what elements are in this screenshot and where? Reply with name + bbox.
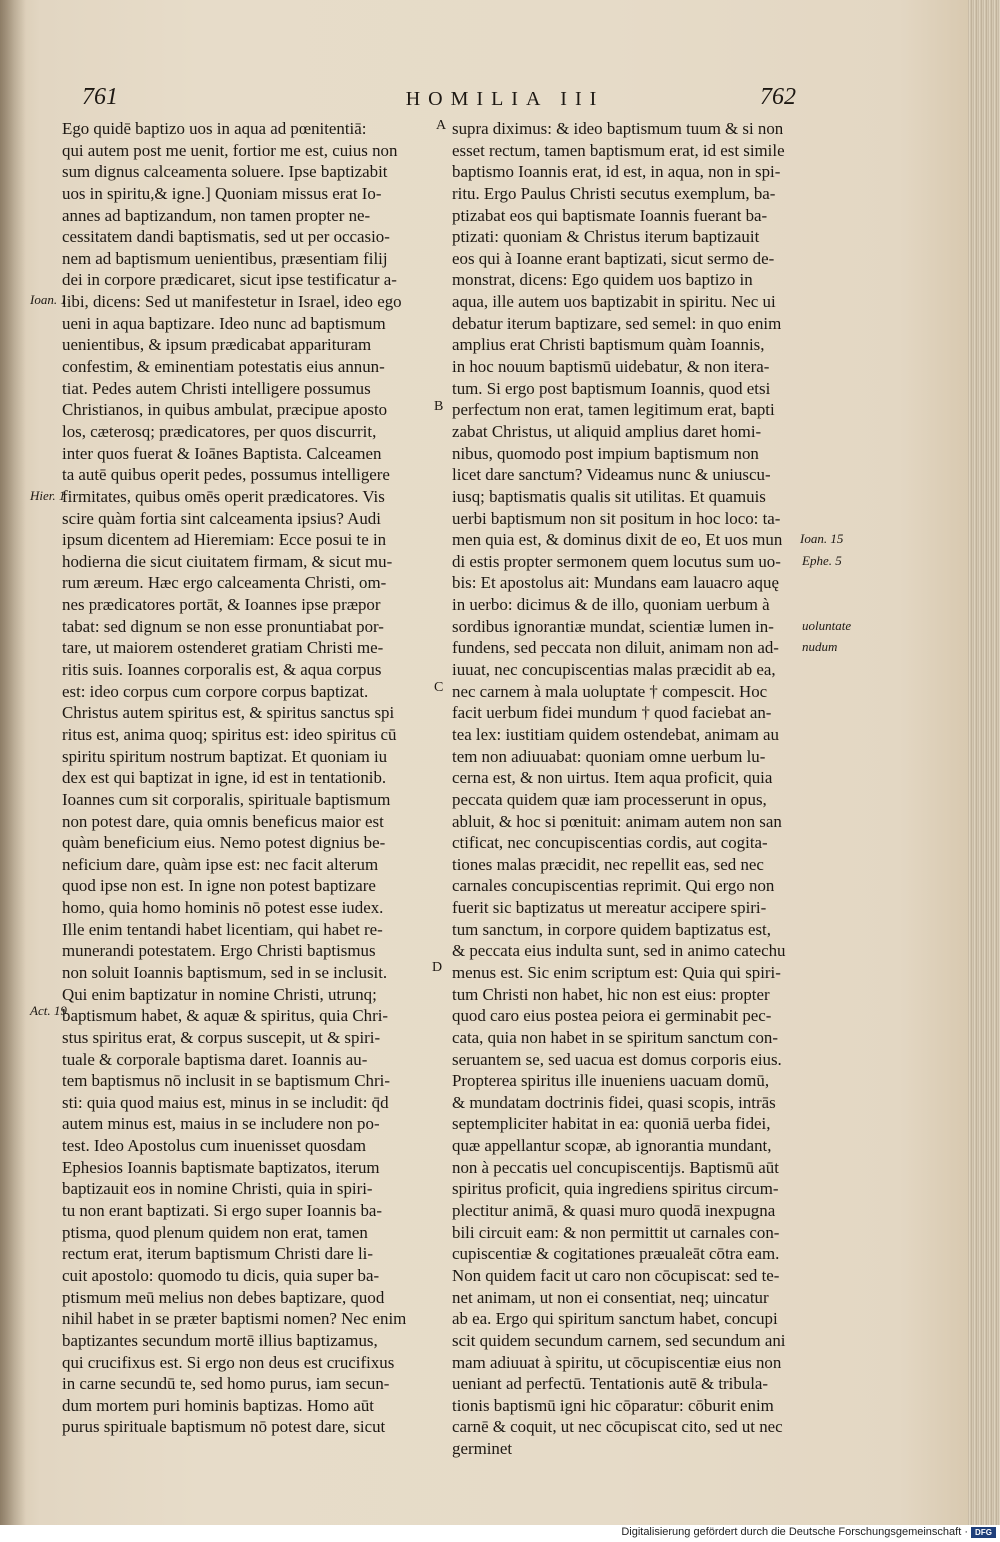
text-line: tabat: sed dignum se non esse pronuntiabat por- bbox=[62, 616, 384, 636]
text-line: tare, ut maiorem ostenderet gratiam Christi me- bbox=[62, 638, 384, 658]
text-line: monstrat, dicens: Ego quidem uos baptizo in bbox=[452, 270, 753, 290]
text-line: stus spiritus erat, & corpus suscepit, ut & spiri- bbox=[62, 1027, 381, 1047]
text-line: fundens, sed peccata non diluit, animam non ad- bbox=[452, 638, 779, 658]
gutter-shadow bbox=[0, 0, 26, 1525]
margin-note-hier1: Hier. 1 bbox=[30, 488, 66, 503]
left-text-column bbox=[62, 118, 443, 1438]
text-line: quàm beneficium eius. Nemo potest dignius be- bbox=[62, 833, 386, 853]
text-line: neficium dare, quàm ipse est: nec facit alterum bbox=[62, 854, 379, 874]
text-line: ptizabat eos qui baptismate Ioannis fuerant ba- bbox=[452, 205, 768, 225]
text-line: rectum erat, iterum baptismum Christi dare li- bbox=[62, 1244, 373, 1264]
text-line: tum Christi non habet, hic non est eius: propter bbox=[452, 984, 770, 1004]
text-line: eos qui à Ioanne erant baptizati, sicut sermo de- bbox=[452, 248, 775, 268]
text-line: non soluit Ioannis baptismum, sed in se inclusit. bbox=[62, 962, 388, 982]
text-line: baptismo Ioannis erat, id est, in aqua, non in spi- bbox=[452, 162, 781, 182]
text-line: & mundatam doctrinis fidei, quasi scopis, intrās bbox=[452, 1092, 776, 1112]
book-page-edge bbox=[968, 0, 1000, 1525]
text-line: iusq; baptismatis qualis sit utilitas. Et quamuis bbox=[452, 486, 766, 506]
text-line: non à peccatis uel concupiscentijs. Baptismū aūt bbox=[452, 1157, 779, 1177]
text-line: cessitatem dandi baptismatis, sed ut per occasio- bbox=[62, 227, 390, 247]
text-line: los, cæterosq; prædicatores, per quos discurrit, bbox=[62, 421, 377, 441]
text-line: abluit, & hoc si pœnituit: animam autem non san bbox=[452, 811, 782, 831]
text-line: tum. Si ergo post baptismum Ioannis, quod etsi bbox=[452, 378, 771, 398]
text-line: ptizati: quoniam & Christus iterum baptizauit bbox=[452, 227, 760, 247]
text-line: esset rectum, tamen baptismum erat, id est simile bbox=[452, 140, 785, 160]
text-line: amplius erat Christi baptismum quàm Ioannis, bbox=[452, 335, 765, 355]
text-line: baptizantes secundum mortē illius baptizamus, bbox=[62, 1330, 378, 1350]
text-line: uerbi baptismum non sit positum in hoc loco: ta- bbox=[452, 508, 781, 528]
text-line: di estis propter sermonem quem locutus sum uo- bbox=[452, 551, 781, 571]
text-line: non potest dare, quia omnis beneficus maior est bbox=[62, 811, 384, 831]
text-line: tu non erant baptizati. Si ergo super Ioannis ba- bbox=[62, 1201, 383, 1221]
text-line: tum sanctum, in corpore quidem baptizatus est, bbox=[452, 919, 771, 939]
text-line: sordibus ignorantiæ mundat, scientiæ lumen in- bbox=[452, 616, 774, 636]
text-line: cupiscentiæ & cogitationes præualeāt cōtra eam. bbox=[452, 1244, 780, 1264]
margin-note-act19: Act. 19 bbox=[30, 1003, 67, 1018]
margin-note-ioan1: Ioan. 1 bbox=[30, 292, 67, 307]
text-line: quæ appellantur scopæ, ab ignorantia mundant, bbox=[452, 1136, 772, 1156]
text-line: quod caro eius postea peiora ei germinabit pec- bbox=[452, 1006, 772, 1026]
page-number-right: 762 bbox=[760, 84, 796, 110]
footer-bar bbox=[0, 1525, 1000, 1542]
text-line: quod ipse non est. In igne non potest baptizare bbox=[62, 876, 376, 896]
text-line: septempliciter habitat in ea: quoniā uerba fidei, bbox=[452, 1114, 771, 1134]
margin-note-nudum: nudum bbox=[802, 639, 838, 654]
text-line: ritu. Ergo Paulus Christi secutus exemplum, ba- bbox=[452, 183, 776, 203]
text-line: carnales concupiscentias reprimit. Qui ergo non bbox=[452, 876, 775, 896]
text-line: nes prædicatores portāt, & Ioannes ipse præpor bbox=[62, 595, 381, 615]
text-line: ueni in aqua baptizare. Ideo nunc ad baptismum bbox=[62, 313, 386, 333]
section-marker-c: C bbox=[434, 680, 444, 695]
text-line: rum æreum. Hæc ergo calceamenta Christi, om- bbox=[62, 573, 387, 593]
margin-note-ephe5: Ephe. 5 bbox=[802, 553, 842, 568]
text-line: uenientibus, & ipsum prædicabat apparituram bbox=[62, 335, 372, 355]
text-line: Qui enim baptizatur in nomine Christi, utrunq; bbox=[62, 984, 377, 1004]
text-line: ritis suis. Ioannes corporalis est, & aqua corpus bbox=[62, 660, 382, 680]
text-line: seruantem se, sed uacua est domus corporis eius. bbox=[452, 1049, 782, 1069]
text-line: nem ad baptismum uenientibus, præsentiam filij bbox=[62, 248, 388, 268]
page-number-left: 761 bbox=[82, 84, 118, 110]
text-line: tiat. Pedes autem Christi intelligere possumus bbox=[62, 378, 371, 398]
text-line: sum dignus calceamenta soluere. Ipse baptizabit bbox=[62, 162, 388, 182]
text-line: baptizauit eos in nomine Christi, quia in spiri- bbox=[62, 1179, 373, 1199]
text-line: Ioannes cum sit corporalis, spirituale baptismum bbox=[62, 789, 391, 809]
text-line: dei in corpore prædicaret, sicut ipse testificatur a- bbox=[62, 270, 397, 290]
text-line: ta autē quibus operit pedes, possumus intelligere bbox=[62, 465, 390, 485]
text-line: hodierna die sicut ciuitatem firmam, & sicut mu- bbox=[62, 551, 393, 571]
text-line: spiritu spiritum nostrum baptizat. Et quoniam iu bbox=[62, 746, 388, 766]
text-line: test. Ideo Apostolus cum inuenisset quosdam bbox=[62, 1136, 367, 1156]
text-line: licet dare sanctum? Videamus nunc & uniuscu- bbox=[452, 465, 771, 485]
text-line: carnē & coquit, ut nec cōcupiscat cito, sed ut nec bbox=[452, 1417, 783, 1437]
text-line: tuale & corporale baptisma daret. Ioannis au- bbox=[62, 1049, 368, 1069]
text-line: ptismum meū melius non debes baptizare, quod bbox=[62, 1287, 385, 1307]
text-line: Propterea spiritus ille inueniens uacuam domū, bbox=[452, 1071, 770, 1091]
text-line: & peccata eius indulta sunt, sed in animo catechu bbox=[452, 941, 786, 961]
text-line: zabat Christus, ut aliquid amplius daret homi- bbox=[452, 421, 762, 441]
text-line: homo, quia homo hominis nō potest esse iudex. bbox=[62, 898, 384, 918]
text-line: Non quidem facit ut caro non cōcupiscat: sed te- bbox=[452, 1265, 780, 1285]
text-line: perfectum non erat, tamen legitimum erat, bapti bbox=[452, 400, 775, 420]
text-line: est: ideo corpus cum corpore corpus baptizat. bbox=[62, 681, 369, 701]
text-line: cata, quia non habet in se spiritum sanctum con- bbox=[452, 1027, 778, 1047]
margin-note-voluntate: uoluntate bbox=[802, 618, 852, 633]
text-line: qui autem post me uenit, fortior me est, cuius non bbox=[62, 140, 398, 160]
text-line: nec carnem à mala uoluptate † compescit. Hoc bbox=[452, 681, 768, 701]
section-marker-d: D bbox=[432, 960, 443, 975]
text-line: in carne secundū te, sed homo purus, iam secun- bbox=[62, 1374, 390, 1394]
text-line: firmitates, quibus omēs operit prædicatores. Vis bbox=[62, 486, 385, 506]
running-head: HOMILIA III bbox=[405, 88, 605, 110]
funding-notice: Digitalisierung gefördert durch die Deutsche Forschungsgemeinschaft · bbox=[621, 1526, 968, 1538]
text-line: Ephesios Ioannis baptismate baptizatos, iterum bbox=[62, 1157, 380, 1177]
text-line: tiones malas præcidit, nec repellit eas, sed nec bbox=[452, 854, 764, 874]
text-line: ctificat, nec concupiscentias cordis, aut cogita- bbox=[452, 833, 768, 853]
text-line: Christus autem spiritus est, & spiritus sanctus spi bbox=[62, 703, 395, 723]
text-line: peccata quidem quæ iam processerunt in opus, bbox=[452, 789, 767, 809]
margin-note-ioan15: Ioan. 15 bbox=[800, 531, 844, 546]
text-line: munerandi potestatem. Ergo Christi baptismus bbox=[62, 941, 376, 961]
text-line: libi, dicens: Sed ut manifestetur in Israel, ideo ego bbox=[62, 292, 402, 312]
text-line: spiritus proficit, quia ingrediens spiritus circum- bbox=[452, 1179, 779, 1199]
text-line: plectitur animā, & quasi muro quodā inexpugna bbox=[452, 1201, 776, 1221]
text-line: supra diximus: & ideo baptismum tuum & si non bbox=[452, 119, 784, 138]
section-marker-a: A bbox=[436, 118, 447, 133]
text-line: autem minus est, maius in se includere non po- bbox=[62, 1114, 380, 1134]
text-line: inter quos fuerat & Ioānes Baptista. Calceamen bbox=[62, 443, 382, 463]
text-line: purus spirituale baptismum nō potest dare, sicut bbox=[62, 1417, 386, 1437]
text-line: ab ea. Ergo qui spiritum sanctum habet, concupi bbox=[452, 1309, 778, 1329]
text-line: tionis baptismū igni hic cōparatur: cōburit enim bbox=[452, 1395, 774, 1415]
text-line: debatur iterum baptizare, sed semel: in quo enim bbox=[452, 313, 782, 333]
text-line: fuerit sic baptizatus ut mereatur accipere spiri- bbox=[452, 898, 767, 918]
text-line: bili circuit eam: & non permittit ut carnales con- bbox=[452, 1222, 780, 1242]
text-line: Ille enim tentandi habet licentiam, qui habet re- bbox=[62, 919, 383, 939]
text-line: dex est qui baptizat in igne, id est in tentationib. bbox=[62, 768, 387, 788]
text-line: facit uerbum fidei mundum † quod faciebat an- bbox=[452, 703, 772, 723]
text-line: mam adiuuat à spiritu, ut cōcupiscentiæ eius non bbox=[452, 1352, 782, 1372]
text-line: scire quàm fortia sint calceamenta ipsius? Audi bbox=[62, 508, 381, 528]
text-line: cerna est, & non uirtus. Item aqua proficit, quia bbox=[452, 768, 773, 788]
text-line: in hoc nouum baptismū uidebatur, & non itera- bbox=[452, 357, 770, 377]
text-line: qui crucifixus est. Si ergo non deus est crucifixus bbox=[62, 1352, 395, 1372]
text-line: net animam, ut non ei consentiat, neq; uincatur bbox=[452, 1287, 769, 1307]
text-line: germinet bbox=[452, 1439, 513, 1459]
text-line: uos in spiritu,& igne.] Quoniam missus erat Io- bbox=[62, 183, 382, 203]
text-line: tem baptismus nō inclusit in se baptismum Chri- bbox=[62, 1071, 390, 1091]
text-line: men quia est, & dominus dixit de eo, Et uos mun bbox=[452, 530, 783, 550]
section-marker-b: B bbox=[434, 399, 444, 414]
text-line: ueniant ad perfectū. Tentationis autē & tribula- bbox=[452, 1374, 769, 1394]
text-line: cuit apostolo: quomodo tu dicis, quia super ba- bbox=[62, 1265, 380, 1285]
text-line: ritus est, anima quoq; spiritus est: ideo spiritus cū bbox=[62, 724, 397, 744]
text-line: Ego quidē baptizo uos in aqua ad pœnitentiā: bbox=[62, 119, 367, 138]
text-line: scit quidem secundum carnem, sed secundum ani bbox=[452, 1330, 786, 1350]
text-line: aqua, ille autem uos baptizabit in spiritu. Nec ui bbox=[452, 292, 776, 312]
text-line: dum mortem puri hominis baptizas. Homo aūt bbox=[62, 1395, 374, 1415]
text-line: Christianos, in quibus ambulat, præcipue aposto bbox=[62, 400, 388, 420]
text-line: tea lex: iustitiam quidem ostendebat, animam au bbox=[452, 724, 779, 744]
text-line: tem non adiuuabat: quoniam omne uerbum lu- bbox=[452, 746, 766, 766]
text-line: sti: quia quod maius est, minus in se includit: q̄d bbox=[62, 1092, 389, 1112]
text-line: nibus, quomodo post impium baptismum non bbox=[452, 443, 759, 463]
text-line: ipsum dicentem ad Hieremiam: Ecce posui te in bbox=[62, 530, 387, 550]
text-line: annes ad baptizandum, non tamen propter ne- bbox=[62, 205, 371, 225]
text-line: bis: Et apostolus ait: Mundans eam lauacro aquę bbox=[452, 573, 779, 593]
right-text-column bbox=[452, 118, 797, 1460]
text-line: in uerbo: dicimus & de illo, quoniam uerbum à bbox=[452, 595, 770, 615]
text-line: iuuat, nec concupiscentias malas præcidit ab ea, bbox=[452, 660, 776, 680]
text-line: ptisma, quod plenum quidem non erat, tamen bbox=[62, 1222, 368, 1242]
dfg-logo: DFG bbox=[971, 1527, 996, 1538]
text-line: baptismum habet, & aquæ & spiritus, quia Chri- bbox=[62, 1006, 389, 1026]
text-line: confestim, & eminentiam potestatis eius annun- bbox=[62, 357, 385, 377]
text-line: nihil habet in se præter baptismi nomen? Nec enim bbox=[62, 1309, 407, 1329]
text-line: menus est. Sic enim scriptum est: Quia qui spiri- bbox=[452, 962, 781, 982]
